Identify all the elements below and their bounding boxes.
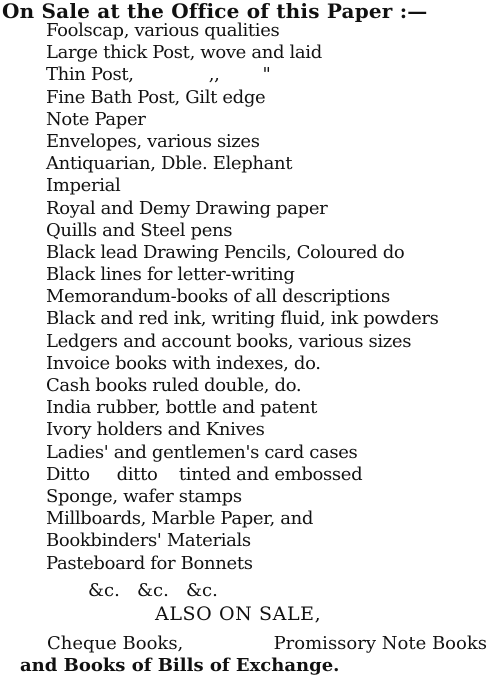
list-item: Black and red ink, writing fluid, ink powders bbox=[46, 308, 439, 330]
list-item: Memorandum-books of all descriptions bbox=[46, 286, 390, 308]
list-item: Large thick Post, wove and laid bbox=[46, 42, 322, 64]
closing-line-1 bbox=[47, 633, 487, 655]
closing-word: Cheque Books, bbox=[47, 633, 184, 654]
advert-heading: On Sale at the Office of this Paper :— bbox=[2, 0, 428, 23]
list-item: Ivory holders and Knives bbox=[46, 419, 265, 441]
list-item: Cash books ruled double, do. bbox=[46, 375, 302, 396]
list-item: Thin Post, ,, " bbox=[46, 64, 271, 86]
list-item: Ledgers and account books, various sizes bbox=[46, 330, 412, 352]
etcetera-line: &c. &c. &c. bbox=[88, 580, 218, 601]
list-item: India rubber, bottle and patent bbox=[46, 397, 318, 419]
list-item: Quills and Steel pens bbox=[46, 219, 233, 241]
also-on-sale-heading: ALSO ON SALE, bbox=[155, 603, 322, 625]
list-item: Millboards, Marble Paper, and bbox=[46, 508, 313, 530]
list-item: Note Paper bbox=[46, 108, 146, 130]
list-item: Royal and Demy Drawing paper bbox=[46, 197, 328, 219]
list-item: Ladies' and gentlemen's card cases bbox=[46, 441, 358, 463]
list-item: Black lines for letter-writing bbox=[46, 264, 295, 286]
list-item: Fine Bath Post, Gilt edge bbox=[46, 86, 266, 108]
list-item: Sponge, wafer stamps bbox=[46, 485, 242, 507]
list-item: Foolscap, various qualities bbox=[46, 20, 280, 41]
list-item: Ditto ditto tinted and embossed bbox=[46, 463, 363, 485]
list-item: Black lead Drawing Pencils, Coloured do bbox=[46, 241, 405, 263]
closing-word: Promissory Note Books bbox=[273, 633, 487, 654]
list-item: Pasteboard for Bonnets bbox=[46, 552, 253, 574]
list-item: Envelopes, various sizes bbox=[46, 130, 260, 152]
list-item: Invoice books with indexes, do. bbox=[46, 352, 321, 374]
closing-line-2: and Books of Bills of Exchange. bbox=[20, 655, 340, 676]
list-item: Bookbinders' Materials bbox=[46, 530, 251, 552]
list-item: Imperial bbox=[46, 175, 121, 197]
stationery-list bbox=[46, 20, 439, 575]
list-item: Antiquarian, Dble. Elephant bbox=[46, 153, 293, 175]
